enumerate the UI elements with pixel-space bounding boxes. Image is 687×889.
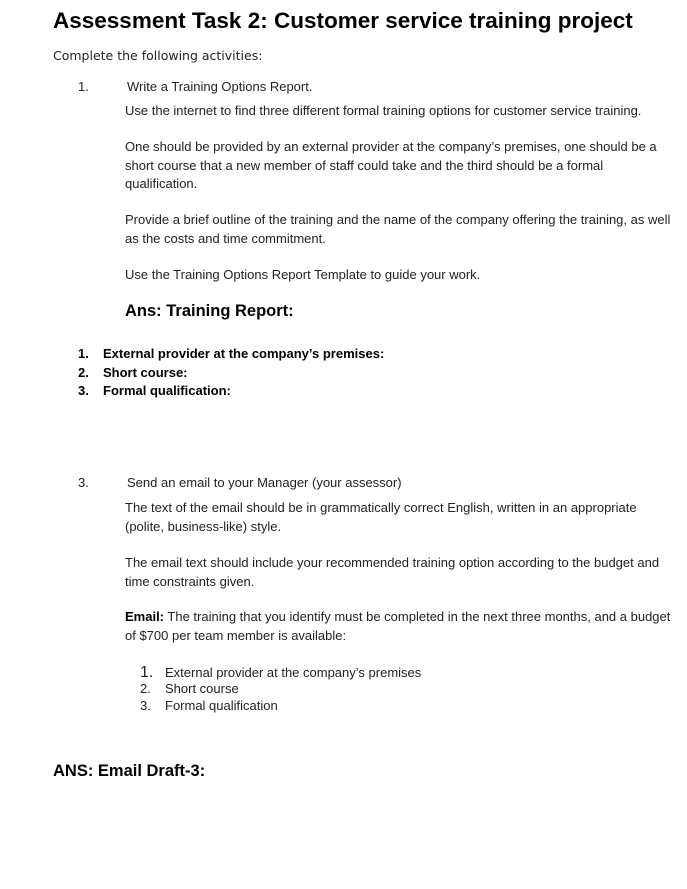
- list-item: 2. Short course: [140, 681, 239, 696]
- activity-1-paragraph-1: Use the internet to find three different formal training options for customer service training.: [125, 103, 642, 118]
- list-item: 2. Short course:: [78, 364, 188, 380]
- training-report-heading: Ans: Training Report:: [125, 302, 294, 320]
- list-item: 3. Formal qualification: [140, 698, 278, 713]
- activity-3-paragraph-1: The text of the email should be in grammatically correct English, written in an appropriate (polite, business-like) style.: [125, 500, 637, 534]
- list-item: 3. Formal qualification:: [78, 383, 231, 398]
- email-paragraph: [125, 608, 677, 645]
- email-text: The training that you identify must be completed in the next three months, and a budget of $700 per team member is available:: [125, 609, 671, 643]
- activity-1-paragraph-2: One should be provided by an external provider at the company’s premises, one should be a short course that a new member of staff could take and the third should be a formal qualification.: [125, 139, 657, 191]
- activity-1-paragraph-3: Provide a brief outline of the training and the name of the company offering the training, as well as the costs and time commitment.: [125, 212, 671, 246]
- activity-3-number: 3.: [78, 475, 89, 490]
- page-title: Assessment Task 2: Customer service training project: [53, 8, 633, 33]
- activity-1-number: 1.: [78, 79, 89, 94]
- email-draft-heading: ANS: Email Draft-3:: [53, 762, 206, 780]
- activity-1-heading: Write a Training Options Report.: [127, 79, 313, 94]
- activity-3-heading: Send an email to your Manager (your assessor): [127, 475, 402, 490]
- email-label: Email:: [125, 609, 165, 624]
- training-report-list: [78, 345, 384, 401]
- activity-3-paragraph-2: The email text should include your recommended training option according to the budget and time constraints given.: [125, 555, 660, 589]
- intro-text: Complete the following activities:: [53, 48, 263, 63]
- email-options-list: [140, 664, 421, 715]
- list-item: 1. External provider at the company’s premises: [140, 664, 422, 681]
- list-item: 1. External provider at the company’s premises:: [78, 346, 385, 361]
- activity-1-paragraph-4: Use the Training Options Report Template to guide your work.: [125, 267, 481, 282]
